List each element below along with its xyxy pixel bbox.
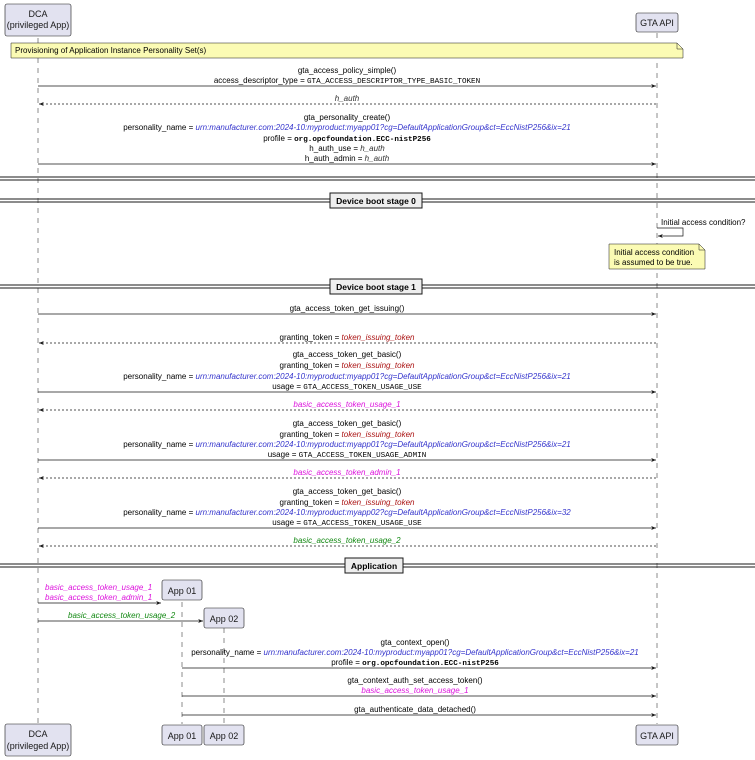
get-basic-1-granting: granting_token = token_issuing_token (279, 361, 415, 370)
context-open-label: gta_context_open() (380, 638, 450, 647)
get-basic-2-granting: granting_token = token_issuing_token (279, 430, 415, 439)
divider-boot-stage-1 (0, 279, 755, 294)
usage-1-return-label: basic_access_token_usage_1 (293, 400, 401, 409)
provisioning-note (11, 43, 683, 58)
dca-participant-top (5, 4, 71, 36)
authenticate-label: gta_authenticate_data_detached() (354, 705, 476, 714)
app01-participant-bottom (162, 725, 202, 745)
get-basic-1-label: gta_access_token_get_basic() (292, 350, 402, 359)
admin-1-return-label: basic_access_token_admin_1 (293, 468, 401, 477)
set-access-token-value: basic_access_token_usage_1 (361, 686, 469, 695)
get-basic-3-personality: personality_name = urn:manufacturer.com:2024-10:myproduct:myapp02?cg=DefaultApplicationGroup&ct=EccNistP256&ix=32 (123, 508, 571, 517)
dca-label-bottom: DCA (28, 729, 48, 739)
divider-boot-stage-1-label: Device boot stage 1 (336, 282, 416, 292)
get-basic-1-usage: usage = GTA_ACCESS_TOKEN_USAGE_USE (272, 382, 422, 392)
divider-application (0, 558, 755, 573)
gta-participant-top (636, 13, 678, 32)
h-auth-admin-line: h_auth_admin = h_auth (304, 154, 390, 163)
self-call-arrow (657, 228, 683, 236)
dca-participant-bottom (5, 724, 71, 756)
h-auth-return-label: h_auth (334, 94, 360, 103)
gta-label: GTA API (640, 18, 674, 28)
app01-label-bottom: App 01 (167, 731, 197, 741)
get-basic-3-granting: granting_token = token_issuing_token (279, 498, 415, 507)
app02-participant-created (204, 608, 244, 628)
gta-participant-bottom (636, 725, 678, 745)
separator (0, 177, 755, 180)
personality-name-line-1: personality_name = urn:manufacturer.com:2024-10:myproduct:myapp01?cg=DefaultApplicationGroup&ct=EccNistP256&ix=21 (123, 123, 571, 132)
get-issuing-label: gta_access_token_get_issuing() (289, 304, 405, 313)
dca-sublabel-bottom: (privileged App) (6, 741, 70, 751)
usage-2-return-label: basic_access_token_usage_2 (293, 536, 401, 545)
get-basic-1-personality: personality_name = urn:manufacturer.com:2024-10:myproduct:myapp01?cg=DefaultApplicationGroup&ct=EccNistP256&ix=21 (123, 372, 571, 381)
initial-condition-note (609, 244, 705, 269)
get-basic-2-personality: personality_name = urn:manufacturer.com:2024-10:myproduct:myapp01?cg=DefaultApplicationGroup&ct=EccNistP256&ix=21 (123, 440, 571, 449)
app02-participant-bottom (204, 725, 244, 745)
context-open-personality: personality_name = urn:manufacturer.com:2024-10:myproduct:myapp01?cg=DefaultApplicationGroup&ct=EccNistP256&ix=21 (191, 648, 639, 657)
app02-token-usage-2: basic_access_token_usage_2 (68, 611, 176, 620)
divider-application-label: Application (350, 561, 398, 571)
context-open-profile: profile = org.opcfoundation.ECC-nistP256 (331, 658, 499, 668)
app01-token-usage-1: basic_access_token_usage_1 (45, 583, 153, 592)
divider-boot-stage-0-label: Device boot stage 0 (336, 196, 416, 206)
app01-token-admin-1: basic_access_token_admin_1 (45, 593, 153, 602)
get-basic-2-usage: usage = GTA_ACCESS_TOKEN_USAGE_ADMIN (267, 450, 427, 460)
gta-label-bottom: GTA API (640, 731, 674, 741)
personality-create-label: gta_personality_create() (303, 113, 391, 122)
get-basic-2-label: gta_access_token_get_basic() (292, 419, 402, 428)
get-basic-3-usage: usage = GTA_ACCESS_TOKEN_USAGE_USE (272, 518, 422, 528)
initial-access-question: Initial access condition? (661, 218, 746, 227)
granting-token-return: granting_token = token_issuing_token (279, 333, 415, 342)
policy-simple-label: gta_access_policy_simple() (297, 66, 397, 75)
app01-participant-created (162, 580, 202, 600)
dca-label: DCA (28, 9, 48, 19)
access-descriptor-line: access_descriptor_type = GTA_ACCESS_DESCRIPTOR_TYPE_BASIC_TOKEN (213, 76, 481, 86)
app02-label: App 02 (209, 614, 239, 624)
initial-note-line-2: is assumed to be true. (614, 258, 693, 267)
h-auth-use-line: h_auth_use = h_auth (309, 144, 385, 153)
profile-line-1: profile = org.opcfoundation.ECC-nistP256 (263, 134, 431, 144)
set-access-token-label: gta_context_auth_set_access_token() (347, 676, 483, 685)
divider-boot-stage-0 (0, 193, 755, 208)
initial-note-line-1: Initial access condition (614, 248, 695, 257)
dca-sublabel: (privileged App) (6, 20, 70, 30)
app01-label: App 01 (167, 586, 197, 596)
provisioning-note-text: Provisioning of Application Instance Personality Set(s) (15, 46, 207, 55)
get-basic-3-label: gta_access_token_get_basic() (292, 487, 402, 496)
app02-label-bottom: App 02 (209, 731, 239, 741)
